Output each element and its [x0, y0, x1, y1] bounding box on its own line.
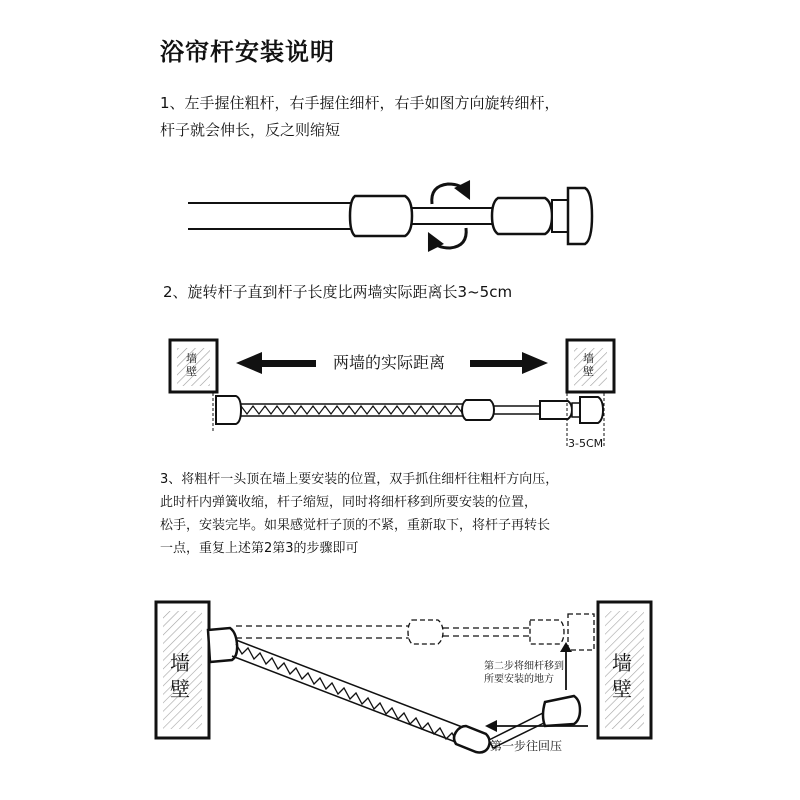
thick-rod	[188, 196, 412, 236]
tilted-rod	[208, 628, 580, 753]
wall-char: 壁	[186, 365, 197, 378]
step2-note	[484, 660, 564, 686]
wall-char: 壁	[583, 365, 594, 378]
dashed-target-rod	[236, 614, 594, 650]
wall-char: 壁	[612, 677, 632, 701]
left-arrow-icon	[236, 352, 316, 374]
step1-line1: 1、左手握住粗杆，右手握住细杆，右手如图方向旋转细杆，	[160, 94, 560, 112]
wall-char: 墙	[170, 651, 190, 675]
step1-line2: 杆子就会伸长，反之则缩短	[160, 121, 341, 139]
step3-line2: 此时杆内弹簧收缩，杆子缩短，同时将细杆移到所要安装的位置，	[160, 495, 538, 510]
page-title: 浴帘杆安装说明	[160, 38, 335, 66]
wall-char: 墙	[186, 352, 197, 365]
left-wall-label-large	[170, 650, 190, 702]
extra-length-label: 3-5CM	[568, 437, 604, 450]
extended-rod	[213, 393, 604, 446]
wall-char: 墙	[583, 352, 594, 365]
right-wall-label-small	[583, 352, 594, 378]
right-wall-label-large	[612, 650, 632, 702]
step2-note-line1: 第二步将细杆移到	[484, 661, 564, 672]
wall-char: 墙	[612, 651, 632, 675]
left-wall-label-small	[186, 352, 197, 378]
step3-line4: 一点，重复上述第2第3的步骤即可	[160, 541, 359, 556]
actual-distance-label: 两墙的实际距离	[333, 353, 446, 372]
step3-line1: 3、将粗杆一头顶在墙上要安装的位置，双手抓住细杆往粗杆方向压，	[160, 472, 559, 487]
step3-line3: 松手，安装完毕。如果感觉杆子顶的不紧，重新取下，将杆子再转长	[160, 518, 551, 533]
step1-note: 第一步往回压	[490, 739, 563, 753]
right-arrow-icon	[470, 352, 548, 374]
step2-note-line2: 所要安装的地方	[484, 674, 554, 685]
thin-rod	[412, 188, 592, 244]
step2-text: 2、旋转杆子直到杆子长度比两墙实际距离长3~5cm	[163, 283, 513, 301]
rotation-arrow-icon	[432, 184, 466, 248]
wall-char: 壁	[170, 677, 190, 701]
